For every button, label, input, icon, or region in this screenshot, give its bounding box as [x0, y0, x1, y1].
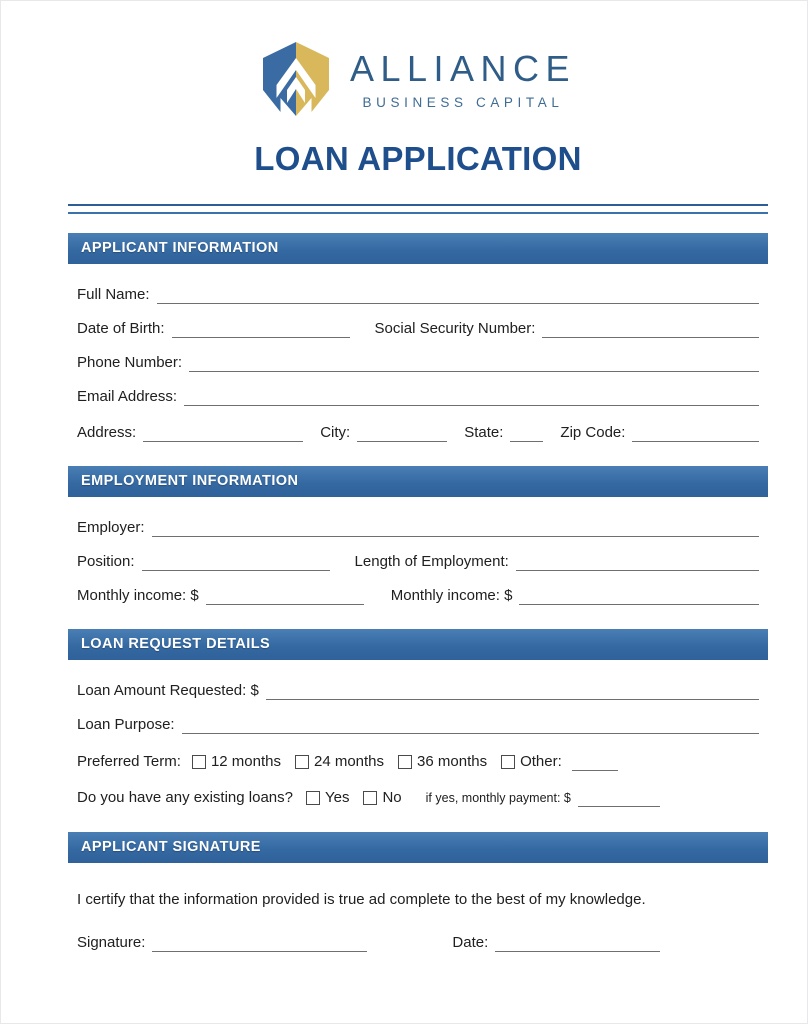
- field-row-employer: [77, 519, 759, 537]
- phone-number-label: Phone Number:: [77, 354, 183, 371]
- checkbox-term-12-months[interactable]: [192, 753, 295, 771]
- loan-amount-label: Loan Amount Requested: $: [77, 682, 259, 699]
- employer-label: Employer:: [77, 519, 145, 536]
- divider-line-lower: [68, 212, 768, 214]
- company-logo: [68, 0, 768, 110]
- date-of-birth-input[interactable]: [172, 322, 350, 338]
- checkbox-icon[interactable]: [501, 755, 515, 769]
- zip-code-input[interactable]: [632, 426, 759, 442]
- state-label: State:: [464, 424, 504, 441]
- title-divider: [68, 204, 768, 214]
- field-row-loan-purpose: [77, 716, 759, 734]
- employer-input[interactable]: [152, 521, 759, 537]
- full-name-label: Full Name:: [77, 286, 150, 303]
- checkbox-term-24-months-label: 24 months: [313, 753, 385, 770]
- checkbox-term-36-months[interactable]: [398, 753, 501, 771]
- field-row-signature-date: [77, 934, 759, 952]
- section-header-employment-information: EMPLOYMENT INFORMATION: [68, 466, 768, 497]
- city-input[interactable]: [357, 426, 447, 442]
- if-yes-monthly-payment-label: if yes, monthly payment: $: [425, 791, 571, 805]
- loan-amount-input[interactable]: [266, 684, 759, 700]
- state-input[interactable]: [510, 426, 543, 442]
- term-other-input[interactable]: [572, 755, 618, 771]
- checkbox-existing-loans-yes-label: Yes: [324, 789, 350, 806]
- section-header-applicant-signature: APPLICANT SIGNATURE: [68, 832, 768, 863]
- full-name-input[interactable]: [157, 288, 759, 304]
- company-name: ALLIANCE: [349, 47, 577, 89]
- checkbox-icon[interactable]: [295, 755, 309, 769]
- ssn-input[interactable]: [542, 322, 759, 338]
- address-label: Address:: [77, 424, 137, 441]
- monthly-income-right-input[interactable]: [519, 589, 759, 605]
- checkbox-existing-loans-no-label: No: [382, 789, 402, 806]
- page-content: [68, 0, 768, 952]
- field-row-address-city-state-zip: [77, 424, 759, 442]
- monthly-income-left-label: Monthly income: $: [77, 587, 199, 604]
- signature-input[interactable]: [152, 936, 367, 952]
- phone-number-input[interactable]: [189, 356, 759, 372]
- employment-information-fields: [68, 519, 768, 605]
- address-input[interactable]: [143, 426, 303, 442]
- field-row-loan-amount: [77, 682, 759, 700]
- if-yes-monthly-payment-input[interactable]: [578, 791, 660, 807]
- checkbox-existing-loans-no[interactable]: [363, 789, 411, 807]
- checkbox-term-other-label: Other:: [520, 753, 562, 770]
- date-input[interactable]: [495, 936, 660, 952]
- checkbox-term-36-months-label: 36 months: [417, 753, 488, 770]
- position-input[interactable]: [142, 555, 330, 571]
- length-of-employment-input[interactable]: [516, 555, 759, 571]
- date-label: Date:: [452, 934, 489, 951]
- logo-wordmark: [350, 49, 576, 110]
- loan-request-details-fields: [68, 682, 768, 807]
- loan-purpose-label: Loan Purpose:: [77, 716, 175, 733]
- ssn-label: Social Security Number:: [374, 320, 536, 337]
- field-row-monthly-income: [77, 587, 759, 605]
- page-title: LOAN APPLICATION: [254, 140, 582, 177]
- position-label: Position:: [77, 553, 135, 570]
- divider-line-upper: [68, 204, 768, 206]
- date-of-birth-label: Date of Birth:: [77, 320, 165, 337]
- certification-statement: I certify that the information provided is true ad complete to the best of my knowledge.: [77, 891, 646, 908]
- monthly-income-right-label: Monthly income: $: [390, 587, 513, 604]
- email-address-input[interactable]: [184, 390, 759, 406]
- field-row-full-name: [77, 286, 759, 304]
- alliance-chevron-logo-icon: [260, 40, 332, 118]
- existing-loans-label: Do you have any existing loans?: [77, 789, 293, 806]
- checkbox-term-24-months[interactable]: [295, 753, 398, 771]
- company-tagline: BUSINESS CAPITAL: [362, 94, 564, 110]
- length-of-employment-label: Length of Employment:: [354, 553, 509, 570]
- field-row-dob-ssn: [77, 320, 759, 338]
- monthly-income-left-input[interactable]: [206, 589, 364, 605]
- field-row-email: [77, 388, 759, 406]
- checkbox-icon[interactable]: [398, 755, 412, 769]
- field-row-phone: [77, 354, 759, 372]
- checkbox-existing-loans-yes[interactable]: [306, 789, 363, 807]
- city-label: City:: [320, 424, 351, 441]
- checkbox-icon[interactable]: [363, 791, 377, 805]
- checkbox-icon[interactable]: [192, 755, 206, 769]
- loan-purpose-input[interactable]: [182, 718, 759, 734]
- section-header-applicant-information: APPLICANT INFORMATION: [68, 233, 768, 264]
- zip-code-label: Zip Code:: [560, 424, 626, 441]
- applicant-information-fields: [68, 286, 768, 442]
- checkbox-term-12-months-label: 12 months: [210, 753, 281, 770]
- email-address-label: Email Address:: [77, 388, 178, 405]
- field-row-existing-loans: [77, 789, 759, 807]
- signature-label: Signature:: [77, 934, 146, 951]
- preferred-term-label: Preferred Term:: [77, 753, 181, 770]
- checkbox-term-other[interactable]: [501, 753, 572, 771]
- section-header-loan-request-details: LOAN REQUEST DETAILS: [68, 629, 768, 660]
- applicant-signature-fields: [68, 890, 768, 952]
- checkbox-icon[interactable]: [306, 791, 320, 805]
- field-row-preferred-term: [77, 753, 759, 771]
- field-row-position-length: [77, 553, 759, 571]
